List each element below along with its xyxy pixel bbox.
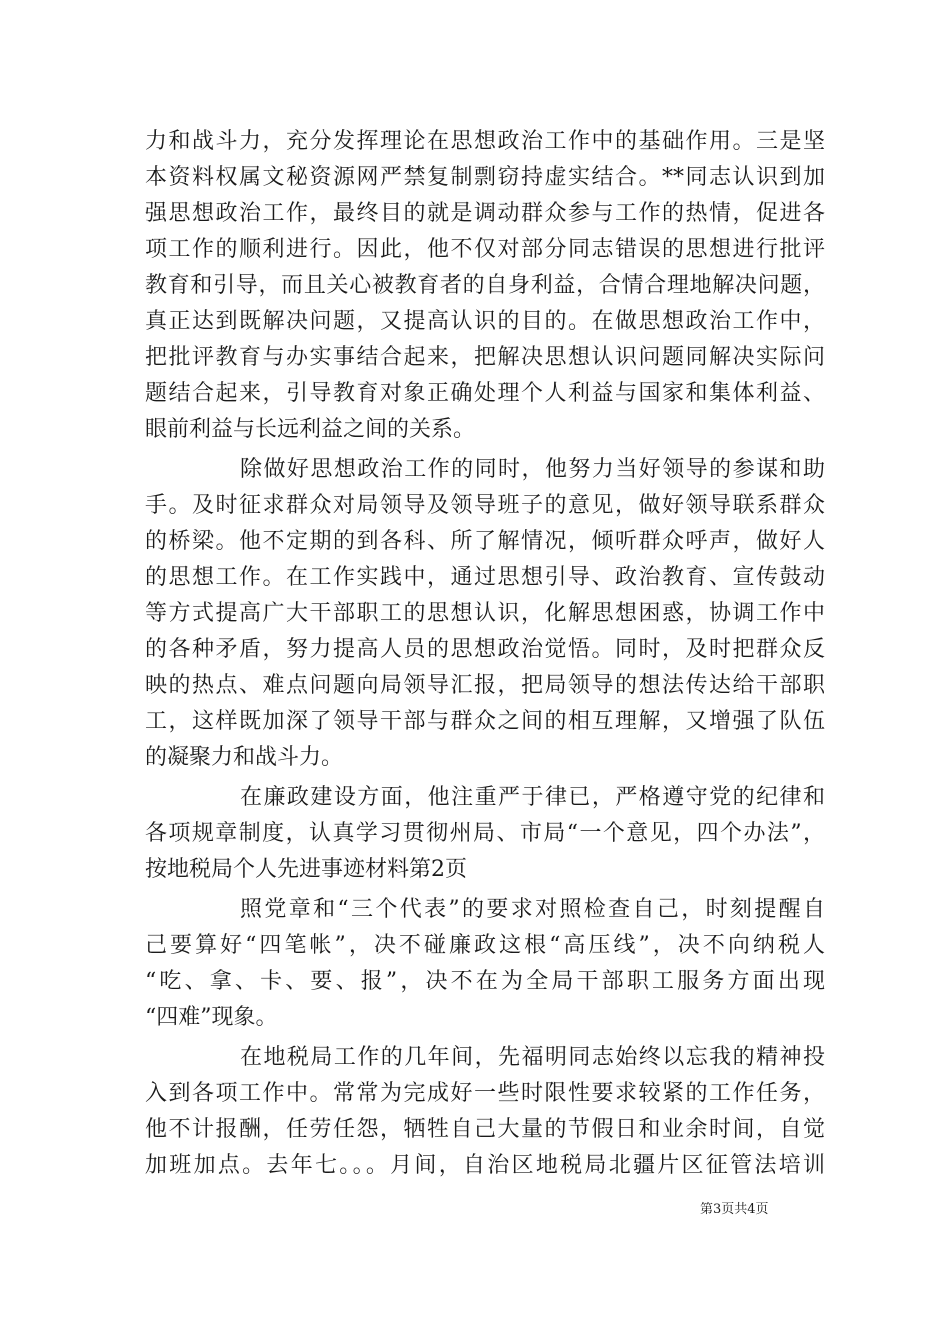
text-line: 等方式提高广大干部职工的思想认识，化解思想困惑，协调工作中 — [145, 601, 825, 626]
text-line: 他不计报酬，任劳任怨，牺牲自己大量的节假日和业余时间，自觉 — [145, 1117, 825, 1142]
text-line: 除做好思想政治工作的同时，他努力当好领导的参谋和助 — [240, 457, 825, 482]
text-line: 真正达到既解决问题，又提高认识的目的。在做思想政治工作中， — [145, 309, 825, 334]
text-line: 力和战斗力，充分发挥理论在思想政治工作中的基础作用。三是坚 — [145, 129, 825, 154]
text-line: 把批评教育与办实事结合起来，把解决思想认识问题同解决实际问 — [145, 345, 825, 370]
text-line: 项工作的顺利进行。因此，他不仅对部分同志错误的思想进行批评 — [145, 237, 825, 262]
text-line: 的凝聚力和战斗力。 — [145, 745, 344, 770]
text-line: 的桥梁。他不定期的到各科、所了解情况，倾听群众呼声，做好人 — [145, 529, 825, 554]
text-line: 手。及时征求群众对局领导及领导班子的意见，做好领导联系群众 — [145, 493, 825, 518]
text-line: “吃、拿、卡、要、报”，决不在为全局干部职工服务方面出现 — [145, 969, 825, 994]
page-footer: 第3页共4页 — [700, 1202, 769, 1217]
text-line: 映的热点、难点问题向局领导汇报，把局领导的想法传达给干部职 — [145, 673, 825, 698]
text-line: 各项规章制度，认真学习贯彻州局、市局“一个意见，四个办法”， — [145, 821, 825, 846]
text-line: 按地税局个人先进事迹材料第2页 — [145, 857, 467, 882]
text-line: 教育和引导，而且关心被教育者的自身利益，合情合理地解决问题， — [145, 273, 825, 298]
text-line: 在地税局工作的几年间，先福明同志始终以忘我的精神投 — [240, 1045, 825, 1070]
text-line: “四难”现象。 — [145, 1005, 278, 1030]
text-line: 的各种矛盾，努力提高人员的思想政治觉悟。同时，及时把群众反 — [145, 637, 825, 662]
text-line: 己要算好“四笔帐”，决不碰廉政这根“高压线”，决不向纳税人 — [145, 933, 825, 958]
text-line: 工，这样既加深了领导干部与群众之间的相互理解，又增强了队伍 — [145, 709, 825, 734]
text-line: 题结合起来，引导教育对象正确处理个人利益与国家和集体利益、 — [145, 381, 825, 406]
text-line: 照党章和“三个代表”的要求对照检查自己，时刻提醒自 — [240, 897, 825, 922]
text-line: 入到各项工作中。常常为完成好一些时限性要求较紧的工作任务， — [145, 1081, 825, 1106]
text-line: 本资料权属文秘资源网严禁复制剽窃持虚实结合。**同志认识到加 — [145, 165, 825, 190]
text-line: 眼前利益与长远利益之间的关系。 — [145, 417, 476, 442]
text-line: 的思想工作。在工作实践中，通过思想引导、政治教育、宣传鼓动 — [145, 565, 825, 590]
text-line: 强思想政治工作，最终目的就是调动群众参与工作的热情，促进各 — [145, 201, 825, 226]
text-line: 加班加点。去年七。。。月间，自治区地税局北疆片区征管法培训 — [145, 1153, 825, 1178]
text-line: 在廉政建设方面，他注重严于律已，严格遵守党的纪律和 — [240, 785, 825, 810]
